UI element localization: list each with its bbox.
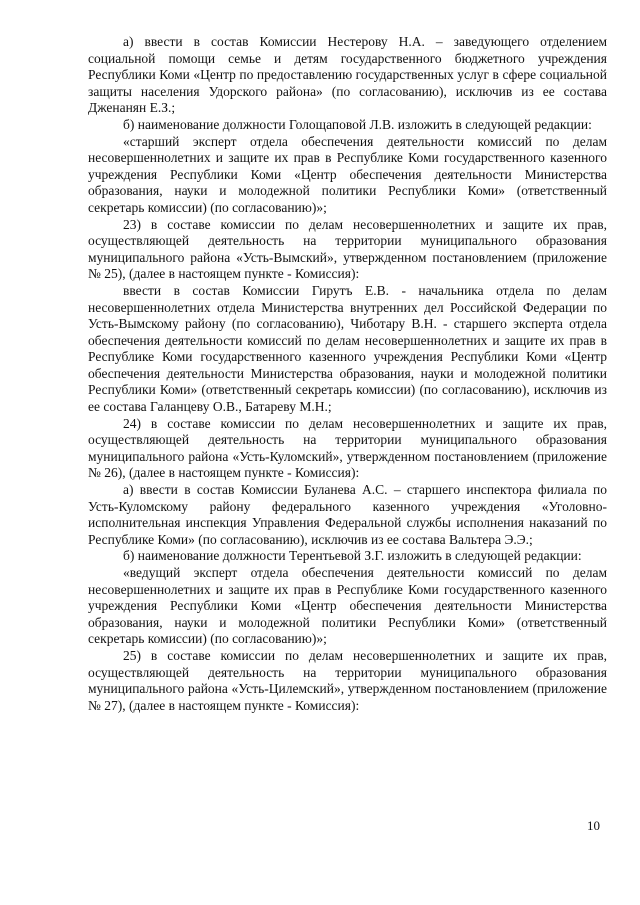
paragraph-2: б) наименование должности Голощаповой Л.В. изложить в следующей редакции: [123, 116, 592, 132]
paragraph-6: 24) в составе комиссии по делам несовершеннолетних и защите их прав, осуществляющей деятельность на территории муниципального образования муниципального района «Усть-Куломский», утвержденном постановлением (приложение № 26), (далее в настоящем пункте - Комиссия): [88, 415, 607, 481]
paragraph-4: 23) в составе комиссии по делам несовершеннолетних и защите их прав, осуществляющей деятельность на территории муниципального образования муниципального района «Усть-Вымский», утвержденном постановлением (приложение № 25), (далее в настоящем пункте - Комиссия): [88, 216, 607, 282]
paragraph-3: «старший эксперт отдела обеспечения деятельности комиссий по делам несовершеннолетних и защите их прав в Республике Коми государственного казенного учреждения Республики Коми «Центр обеспечения деятельности Министерства образования, науки и молодежной политики Республики Коми» (ответственный секретарь комиссии) (по согласованию)»; [88, 133, 607, 215]
paragraph-9: «ведущий эксперт отдела обеспечения деятельности комиссий по делам несовершеннолетних и защите их прав в Республике Коми государственного казенного учреждения Республики Коми «Центр обеспечения деятельности Министерства образования, науки и молодежной политики Республики Коми» (ответственный секретарь комиссии) (по согласованию)»; [88, 565, 607, 647]
document-body [88, 34, 607, 714]
paragraph-8: б) наименование должности Терентьевой З.Г. изложить в следующей редакции: [123, 548, 582, 564]
paragraph-10: 25) в составе комиссии по делам несовершеннолетних и защите их прав, осуществляющей деятельность на территории муниципального образования муниципального района «Усть-Цилемский», утвержденном постановлением (приложение № 27), (далее в настоящем пункте - Комиссия): [88, 647, 607, 713]
page-number: 10 [587, 818, 600, 833]
paragraph-1: а) ввести в состав Комиссии Нестерову Н.А. – заведующего отделением социальной помощи семье и детям государственного бюджетного учреждения Республики Коми «Центр по предоставлению государственных услуг в сфере социальной защиты населения Удорского района» (по согласованию), исключив из ее состава Дженанян Е.З.; [88, 34, 607, 116]
paragraph-7: а) ввести в состав Комиссии Буланева А.С. – старшего инспектора филиала по Усть-Куломскому району федерального казенного учреждения «Уголовно-исполнительная инспекция Управления Федеральной службы исполнения наказаний по Республике Коми» (по согласованию), исключив из ее состава Вальтера Э.Э.; [88, 482, 607, 547]
paragraph-5: ввести в состав Комиссии Гирутъ Е.В. - начальника отдела по делам несовершеннолетних отдела Министерства внутренних дел Российской Федерации по Усть-Вымскому району (по согласованию), Чиботару В.Н. - старшего эксперта отдела обеспечения деятельности комиссий по делам несовершеннолетних и защите их прав в Республике Коми государственного казенного учреждения Республики Коми «Центр обеспечения деятельности Министерства образования, науки и молодежной политики Республики Коми» (ответственный секретарь комиссии) (по согласованию), исключив из ее состава Галанцеву О.В., Батареву М.Н.; [88, 282, 607, 415]
